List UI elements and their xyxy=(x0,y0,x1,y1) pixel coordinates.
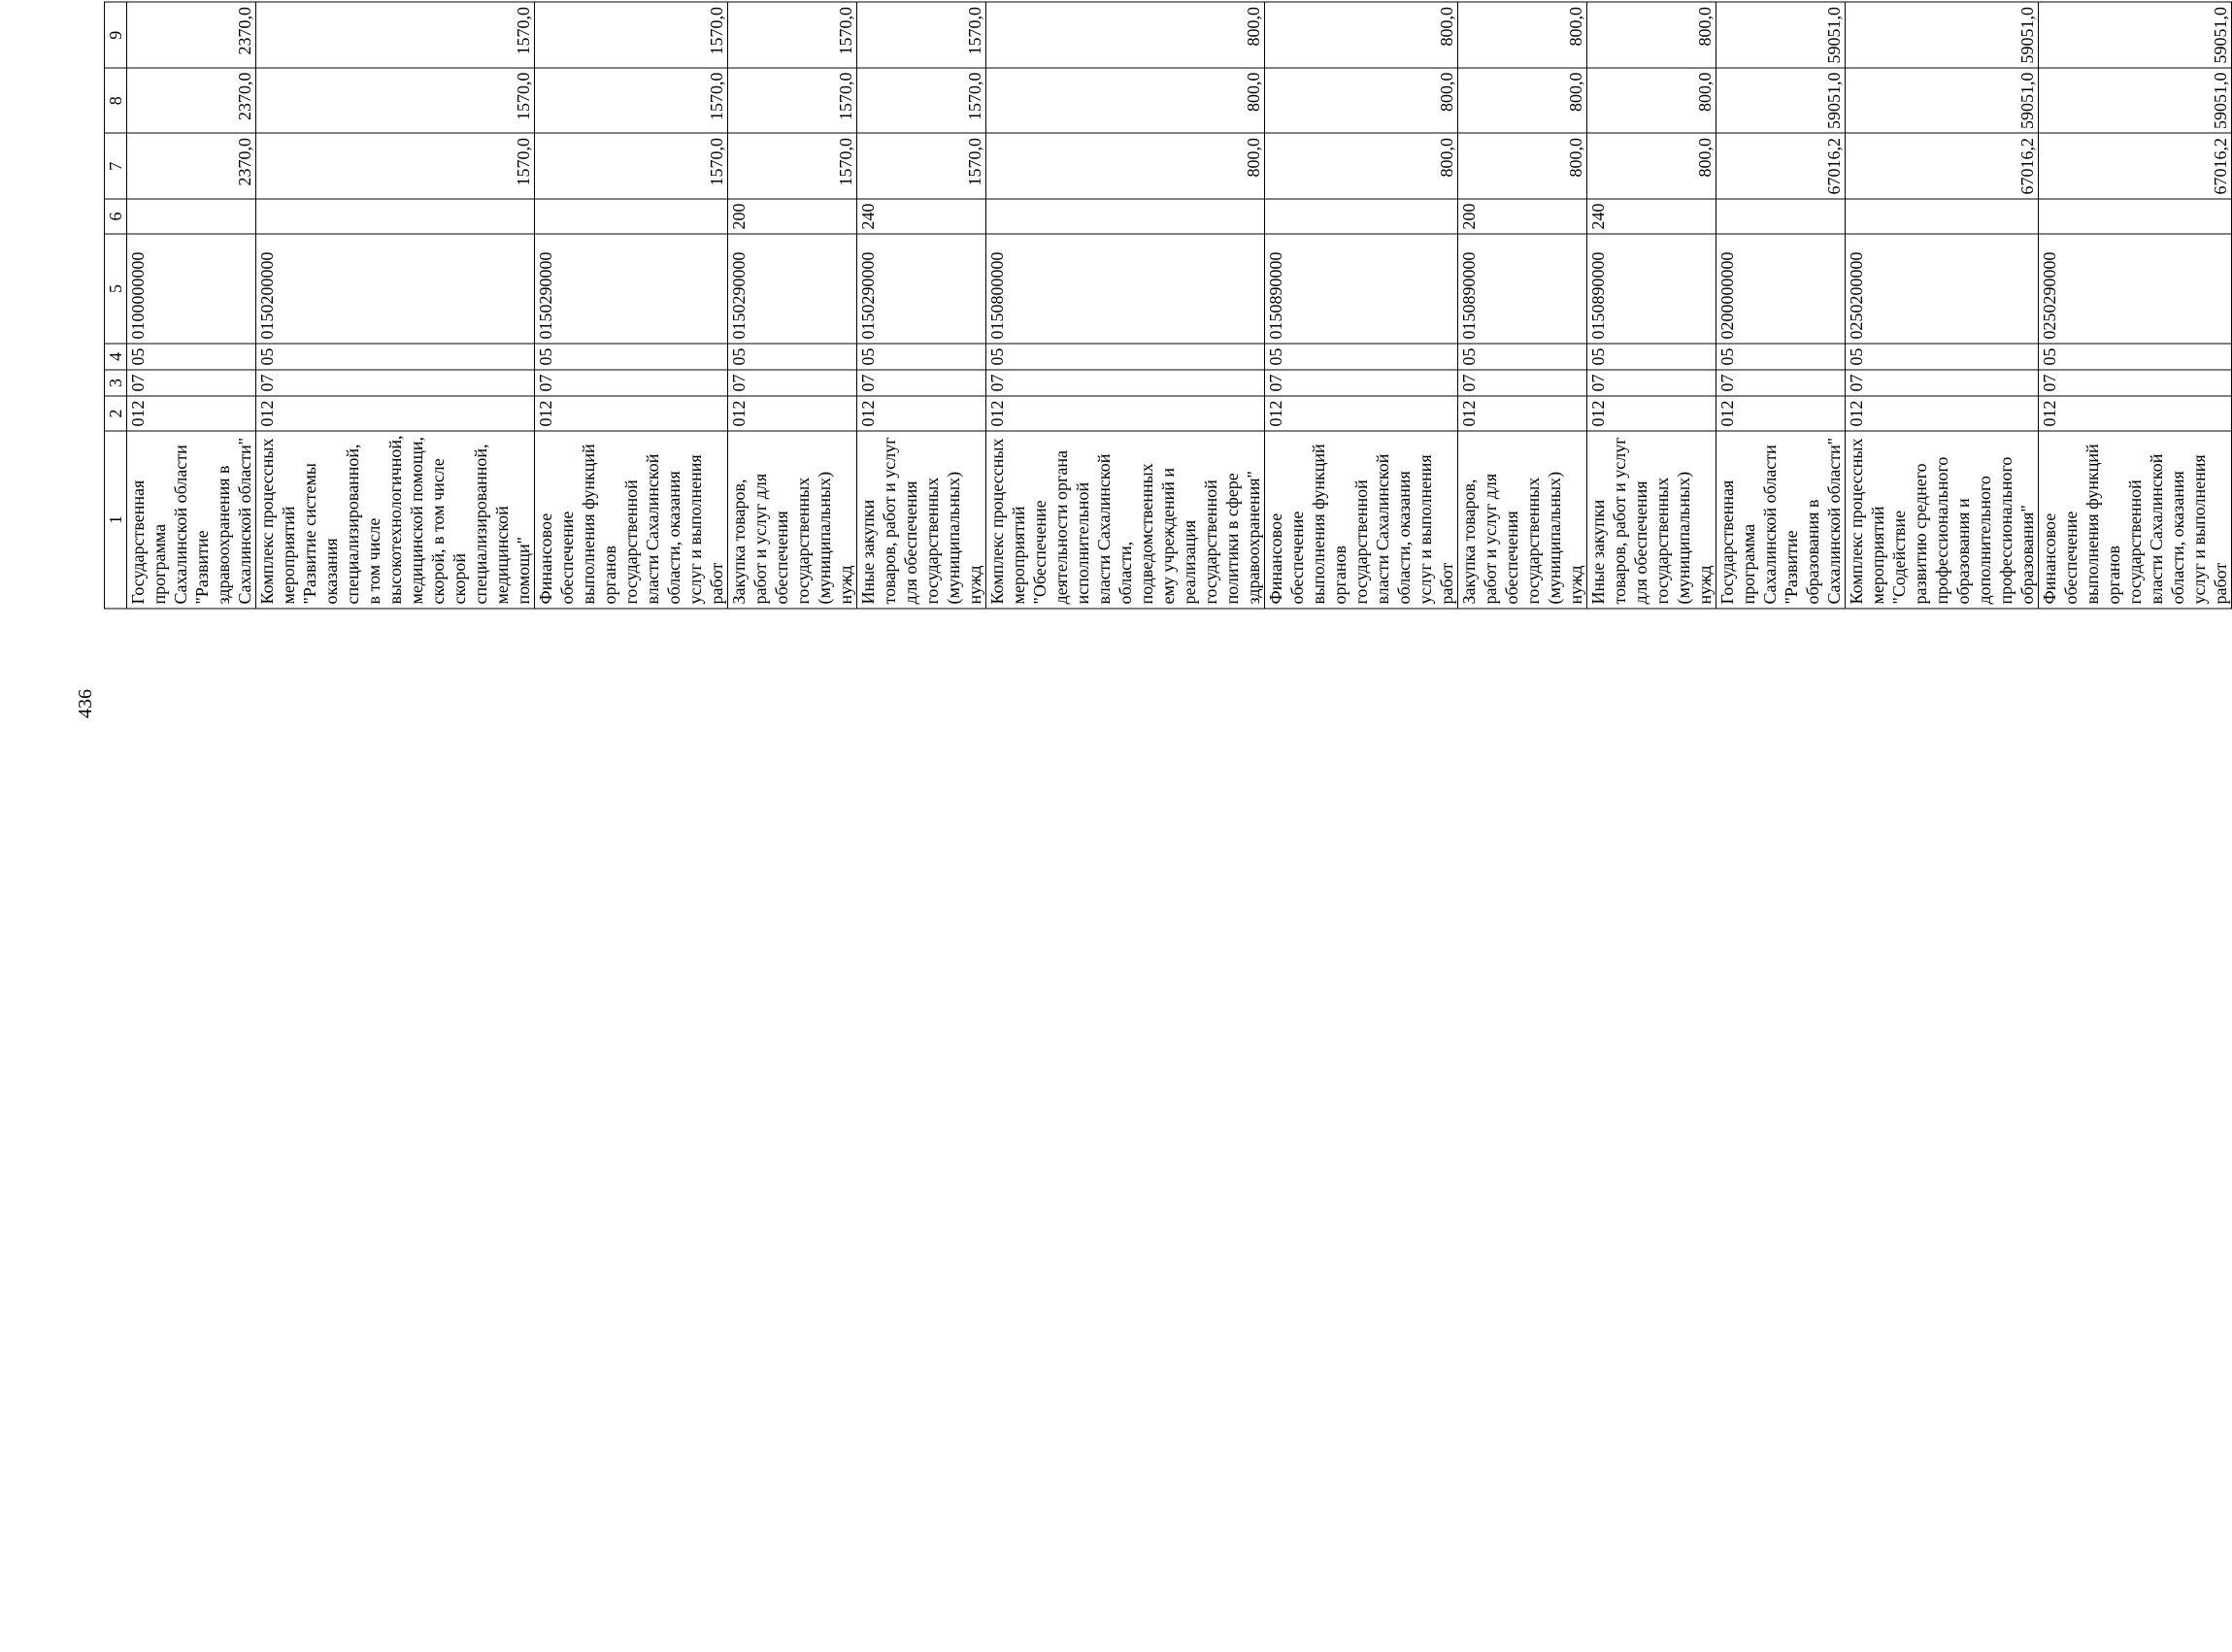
amount-col-7: 800,0 xyxy=(1265,134,1458,200)
subsection-code: 05 xyxy=(1265,344,1458,370)
target-article-code xyxy=(1458,234,1587,344)
section-code: 07 xyxy=(1587,370,1716,396)
amount-col-9: 59051,0 xyxy=(2039,3,2232,69)
target-article-part-2: 00000 xyxy=(1717,251,1737,296)
amount-col-8: 2370,0 xyxy=(127,68,256,134)
row-name: Государственная программа Сахалинской области "Развитие образования в Сахалинской области" xyxy=(1716,431,1846,609)
expense-type-code xyxy=(2039,199,2232,234)
row-name: Комплекс процессных мероприятий "Содействие развитию среднего профессионального образования и дополнительного профессионального образования" xyxy=(1846,431,2039,609)
grbs-code: 012 xyxy=(1458,396,1587,431)
target-article-code xyxy=(986,234,1265,344)
amount-col-7: 1570,0 xyxy=(535,134,728,200)
expense-type-code xyxy=(986,199,1265,234)
expense-type-code xyxy=(1716,199,1846,234)
amount-col-9: 1570,0 xyxy=(256,3,535,69)
section-code: 07 xyxy=(1846,370,2039,396)
amount-col-8: 1570,0 xyxy=(857,68,986,134)
row-name: Государственная программа Сахалинской области "Развитие здравоохранения в Сахалинской области" xyxy=(127,431,256,609)
target-article-part-1: 01502 xyxy=(858,295,878,340)
section-code: 07 xyxy=(986,370,1265,396)
section-code: 07 xyxy=(127,370,256,396)
target-article-part-1: 01508 xyxy=(987,295,1007,340)
subsection-code: 05 xyxy=(1716,344,1846,370)
section-code: 07 xyxy=(728,370,857,396)
subsection-code: 05 xyxy=(535,344,728,370)
expense-type-code: 200 xyxy=(1458,199,1587,234)
amount-col-8: 1570,0 xyxy=(535,68,728,134)
amount-col-8: 1570,0 xyxy=(256,68,535,134)
target-article-code xyxy=(127,234,256,344)
amount-col-8: 59051,0 xyxy=(2039,68,2232,134)
subsection-code: 05 xyxy=(127,344,256,370)
expense-type-code: 240 xyxy=(1587,199,1716,234)
amount-col-8: 800,0 xyxy=(1458,68,1587,134)
amount-col-9: 2370,0 xyxy=(127,3,256,69)
row-name: Закупка товаров, работ и услуг для обеспечения государственных (муниципальных) нужд xyxy=(728,431,857,609)
row-name: Финансовое обеспечение выполнения функций органов государственной власти Сахалинской области, оказания услуг и выполнения работ xyxy=(2039,431,2232,609)
expense-type-code xyxy=(256,199,535,234)
section-code: 07 xyxy=(1458,370,1587,396)
grbs-code: 012 xyxy=(986,396,1265,431)
target-article-part-1: 01502 xyxy=(729,295,749,340)
amount-col-7: 67016,2 xyxy=(2039,134,2232,200)
grbs-code: 012 xyxy=(535,396,728,431)
expense-type-code xyxy=(127,199,256,234)
budget-table xyxy=(104,2,2232,610)
amount-col-7: 800,0 xyxy=(986,134,1265,200)
header-cell-2: 2 xyxy=(105,396,127,431)
table-row xyxy=(2039,3,2232,610)
target-article-part-1: 01502 xyxy=(536,295,555,340)
target-article-part-2: 90000 xyxy=(1266,251,1285,296)
amount-col-9: 1570,0 xyxy=(535,3,728,69)
header-cell-7: 7 xyxy=(105,134,127,200)
header-cell-8: 8 xyxy=(105,68,127,134)
header-cell-1: 1 xyxy=(105,431,127,609)
table-row xyxy=(256,3,535,610)
amount-col-9: 59051,0 xyxy=(1716,3,1846,69)
grbs-code: 012 xyxy=(728,396,857,431)
header-cell-5: 5 xyxy=(105,234,127,344)
target-article-code xyxy=(1265,234,1458,344)
target-article-part-2: 00000 xyxy=(128,251,148,296)
grbs-code: 012 xyxy=(1587,396,1716,431)
table-row xyxy=(728,3,857,610)
subsection-code: 05 xyxy=(2039,344,2232,370)
target-article-part-1: 02502 xyxy=(1847,295,1866,340)
table-row xyxy=(1846,3,2039,610)
amount-col-7: 1570,0 xyxy=(256,134,535,200)
amount-col-9: 1570,0 xyxy=(728,3,857,69)
header-cell-9: 9 xyxy=(105,3,127,69)
target-article-part-1: 01508 xyxy=(1459,295,1479,340)
amount-col-8: 59051,0 xyxy=(1716,68,1846,134)
target-article-code xyxy=(2039,234,2232,344)
target-article-code xyxy=(728,234,857,344)
target-article-part-2: 90000 xyxy=(729,251,749,296)
amount-col-8: 800,0 xyxy=(1265,68,1458,134)
target-article-code xyxy=(1587,234,1716,344)
grbs-code: 012 xyxy=(256,396,535,431)
expense-type-code: 200 xyxy=(728,199,857,234)
subsection-code: 05 xyxy=(728,344,857,370)
row-name: Закупка товаров, работ и услуг для обеспечения государственных (муниципальных) нужд xyxy=(1458,431,1587,609)
subsection-code: 05 xyxy=(256,344,535,370)
table-row xyxy=(857,3,986,610)
header-row xyxy=(105,3,127,610)
amount-col-8: 800,0 xyxy=(1587,68,1716,134)
table-row xyxy=(535,3,728,610)
amount-col-8: 800,0 xyxy=(986,68,1265,134)
target-article-part-1: 02000 xyxy=(1717,295,1737,340)
section-code: 07 xyxy=(1716,370,1846,396)
table-row xyxy=(986,3,1265,610)
grbs-code: 012 xyxy=(1846,396,2039,431)
target-article-code xyxy=(256,234,535,344)
row-name: Иные закупки товаров, работ и услуг для обеспечения государственных (муниципальных) нужд xyxy=(1587,431,1716,609)
expense-type-code xyxy=(1265,199,1458,234)
amount-col-7: 1570,0 xyxy=(857,134,986,200)
table-row xyxy=(1265,3,1458,610)
expense-type-code xyxy=(1846,199,2039,234)
target-article-part-1: 01508 xyxy=(1588,295,1608,340)
target-article-part-1: 01508 xyxy=(1266,295,1285,340)
table-row xyxy=(1587,3,1716,610)
target-article-part-2: 00000 xyxy=(257,251,277,296)
header-cell-3: 3 xyxy=(105,370,127,396)
amount-col-9: 59051,0 xyxy=(1846,3,2039,69)
page-number: 436 xyxy=(75,689,96,718)
target-article-part-2: 90000 xyxy=(1459,251,1479,296)
expense-type-code: 240 xyxy=(857,199,986,234)
grbs-code: 012 xyxy=(1265,396,1458,431)
amount-col-7: 800,0 xyxy=(1587,134,1716,200)
grbs-code: 012 xyxy=(127,396,256,431)
amount-col-7: 800,0 xyxy=(1458,134,1587,200)
target-article-part-2: 90000 xyxy=(1588,251,1608,296)
target-article-code xyxy=(535,234,728,344)
subsection-code: 05 xyxy=(986,344,1265,370)
target-article-code xyxy=(857,234,986,344)
grbs-code: 012 xyxy=(2039,396,2232,431)
table-row xyxy=(1716,3,1846,610)
row-name: Финансовое обеспечение выполнения функций органов государственной власти Сахалинской области, оказания услуг и выполнения работ xyxy=(1265,431,1458,609)
target-article-code xyxy=(1846,234,2039,344)
amount-col-9: 800,0 xyxy=(1458,3,1587,69)
amount-col-8: 1570,0 xyxy=(728,68,857,134)
subsection-code: 05 xyxy=(857,344,986,370)
amount-col-9: 1570,0 xyxy=(857,3,986,69)
target-article-part-2: 90000 xyxy=(858,251,878,296)
row-name: Комплекс процессных мероприятий "Развитие системы оказания специализированной, в том числе высокотехнологичной, медицинской помощи, скорой, в том числе скорой специализированной, медицинской помощи" xyxy=(256,431,535,609)
grbs-code: 012 xyxy=(1716,396,1846,431)
row-name: Комплекс процессных мероприятий "Обеспечение деятельности органа исполнительной власти Сахалинской области, подведомственных ему учреждений и реализация государственной политики в сфере здравоохранения" xyxy=(986,431,1265,609)
amount-col-9: 800,0 xyxy=(1265,3,1458,69)
expense-type-code xyxy=(535,199,728,234)
amount-col-9: 800,0 xyxy=(986,3,1265,69)
subsection-code: 05 xyxy=(1846,344,2039,370)
header-cell-6: 6 xyxy=(105,199,127,234)
amount-col-7: 2370,0 xyxy=(127,134,256,200)
table-row xyxy=(127,3,256,610)
table-row xyxy=(1458,3,1587,610)
section-code: 07 xyxy=(1265,370,1458,396)
header-cell-4: 4 xyxy=(105,344,127,370)
subsection-code: 05 xyxy=(1587,344,1716,370)
subsection-code: 05 xyxy=(1458,344,1587,370)
target-article-part-2: 00000 xyxy=(1847,251,1866,296)
amount-col-7: 1570,0 xyxy=(728,134,857,200)
amount-col-7: 67016,2 xyxy=(1716,134,1846,200)
target-article-part-2: 90000 xyxy=(536,251,555,296)
section-code: 07 xyxy=(857,370,986,396)
section-code: 07 xyxy=(256,370,535,396)
section-code: 07 xyxy=(535,370,728,396)
section-code: 07 xyxy=(2039,370,2232,396)
target-article-part-1: 02502 xyxy=(2040,295,2059,340)
row-name: Иные закупки товаров, работ и услуг для обеспечения государственных (муниципальных) нужд xyxy=(857,431,986,609)
target-article-part-2: 90000 xyxy=(2040,251,2059,296)
target-article-code xyxy=(1716,234,1846,344)
amount-col-8: 59051,0 xyxy=(1846,68,2039,134)
amount-col-9: 800,0 xyxy=(1587,3,1716,69)
grbs-code: 012 xyxy=(857,396,986,431)
amount-col-7: 67016,2 xyxy=(1846,134,2039,200)
target-article-part-2: 00000 xyxy=(987,251,1007,296)
target-article-part-1: 01000 xyxy=(128,295,148,340)
target-article-part-1: 01502 xyxy=(257,295,277,340)
row-name: Финансовое обеспечение выполнения функций органов государственной власти Сахалинской области, оказания услуг и выполнения работ xyxy=(535,431,728,609)
